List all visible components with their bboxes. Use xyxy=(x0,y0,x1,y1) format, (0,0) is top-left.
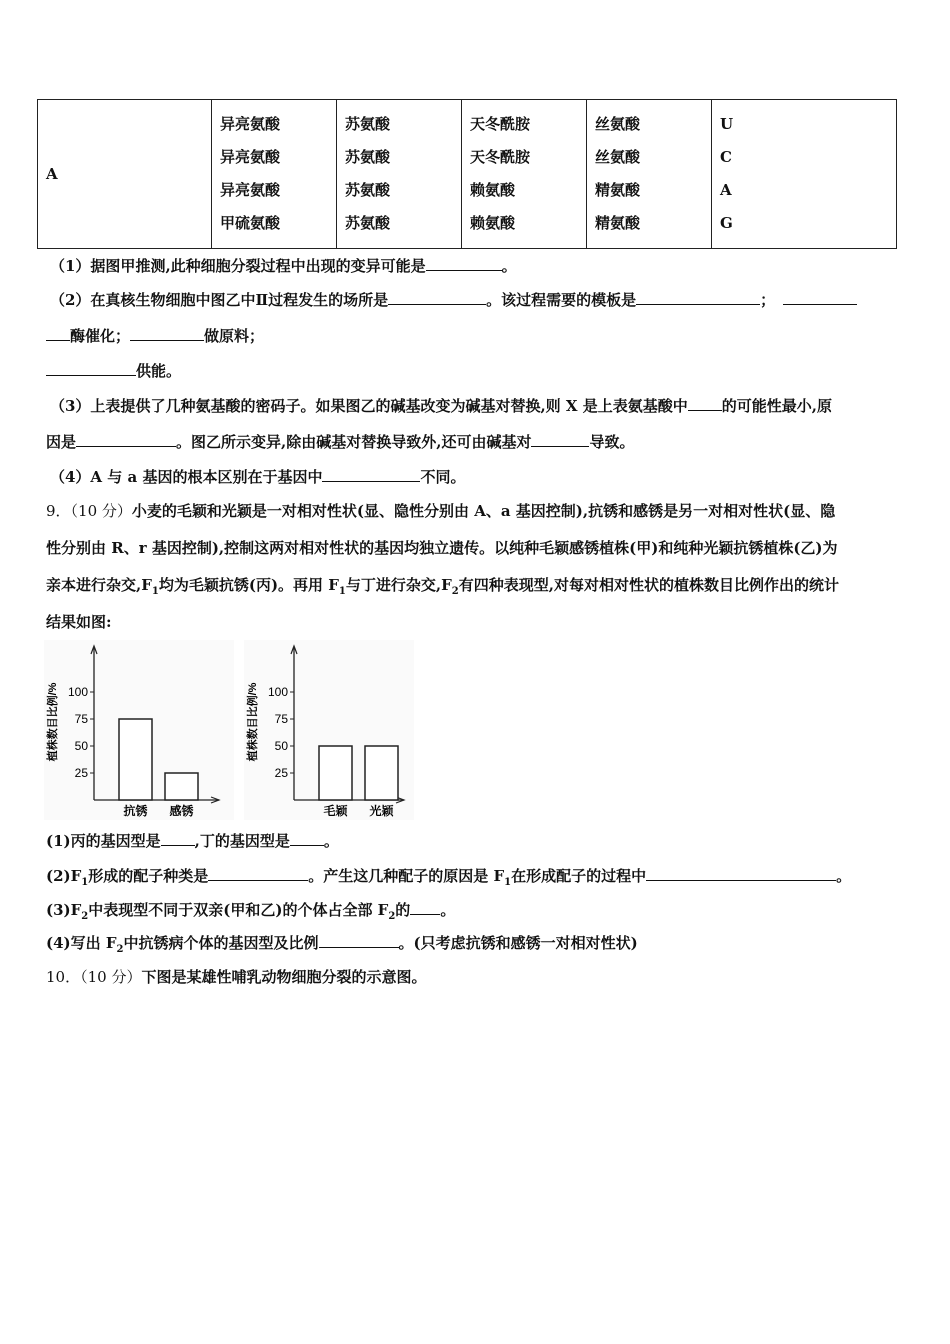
q8-part3-text-d: 。图乙所示变异,除由碱基对替换导致外,还可由碱基对 xyxy=(176,433,532,451)
q9-intro-text: 结果如图: xyxy=(46,613,112,631)
answer-blank xyxy=(76,432,176,447)
q9-part1 xyxy=(46,830,339,851)
q8-part3-text: （3）上表提供了几种氨基酸的密码子。如果图乙的碱基改变为碱基对替换,则 X 是上表氨基酸中 xyxy=(50,397,688,415)
table-cell: 异亮氨酸 xyxy=(220,148,281,166)
answer-blank xyxy=(130,326,204,341)
q9-part1-end: 。 xyxy=(323,832,339,850)
answer-blank xyxy=(646,866,836,881)
q9-intro-line1 xyxy=(46,500,835,521)
category-label: 毛颖 xyxy=(323,804,348,818)
answer-blank xyxy=(208,866,308,881)
y-tick-label: 50 xyxy=(274,739,288,753)
category-label: 感锈 xyxy=(169,804,194,818)
bar-0 xyxy=(119,719,152,800)
q9-part2 xyxy=(46,865,851,888)
answer-blank xyxy=(783,290,857,305)
q10-text: 下图是某雄性哺乳动物细胞分裂的示意图。 xyxy=(141,968,427,986)
q9-intro-text: 性分别由 R、r 基因控制),控制这两对相对性状的基因均独立遗传。以纯种毛颖感锈植株(甲)和纯种光颖抗锈植株(乙)为 xyxy=(46,539,838,557)
q9-part2-text-d: 在形成配子的过程中 xyxy=(511,867,647,885)
q9-part2-text-b: 形成的配子种类是 xyxy=(88,867,209,885)
category-label: 抗锈 xyxy=(123,804,148,818)
subscript: 1 xyxy=(81,877,89,888)
answer-blank xyxy=(426,256,502,271)
question-number: 10．（10 分） xyxy=(46,968,142,986)
table-cell: 甲硫氨酸 xyxy=(220,214,281,232)
category-label: 光颖 xyxy=(369,804,394,818)
table-cell: 苏氨酸 xyxy=(345,148,391,166)
q8-part3-text-b: 的可能性最小,原 xyxy=(721,397,832,415)
y-tick-label: 25 xyxy=(274,766,288,780)
table-cell: U xyxy=(720,115,734,133)
glume-hair-chart xyxy=(244,640,414,820)
subscript: 1 xyxy=(338,586,346,597)
q9-part1-text-b: ,丁的基因型是 xyxy=(194,832,290,850)
table-cell: 异亮氨酸 xyxy=(220,181,281,199)
q8-part1 xyxy=(50,255,517,276)
table-cell: G xyxy=(720,214,733,232)
base-column xyxy=(712,100,897,249)
answer-blank xyxy=(388,290,486,305)
subscript: 2 xyxy=(81,911,89,922)
y-tick-label: 75 xyxy=(74,712,88,726)
answer-blank xyxy=(46,361,136,376)
q9-part4 xyxy=(46,932,638,955)
table-row xyxy=(38,100,897,249)
q9-part4-text-b: 中抗锈病个体的基因型及比例 xyxy=(123,934,319,952)
bar-1 xyxy=(165,773,198,800)
q9-intro-text: 小麦的毛颖和光颖是一对相对性状(显、隐性分别由 A、a 基因控制),抗锈和感锈是另一对相对性状(显、隐 xyxy=(131,502,836,520)
answer-blank xyxy=(290,831,324,846)
q8-part1-text: （1）据图甲推测,此种细胞分裂过程中出现的变异可能是 xyxy=(50,257,426,275)
answer-blank xyxy=(531,432,589,447)
q8-part3 xyxy=(50,395,832,416)
q9-intro-line2 xyxy=(46,537,838,558)
subscript: 2 xyxy=(388,911,396,922)
amino-acid-column xyxy=(337,100,462,249)
q8-part2-text-f: 供能。 xyxy=(136,362,182,380)
q9-part3-text-b: 中表现型不同于双亲(甲和乙)的个体占全部 F xyxy=(88,901,389,919)
q9-part3-text-c: 的 xyxy=(395,901,411,919)
answer-blank xyxy=(636,290,760,305)
y-tick-label: 25 xyxy=(74,766,88,780)
table-cell: 精氨酸 xyxy=(595,181,641,199)
q10-intro xyxy=(46,966,426,987)
subscript: 1 xyxy=(504,877,512,888)
table-cell: 丝氨酸 xyxy=(595,115,641,133)
q8-part3-cont xyxy=(46,431,634,452)
table-cell: 苏氨酸 xyxy=(345,181,391,199)
q9-intro-line4 xyxy=(46,611,112,632)
amino-acid-column xyxy=(212,100,337,249)
q8-part2 xyxy=(50,289,857,310)
y-tick-label: 100 xyxy=(67,685,88,699)
q8-part2-cont2 xyxy=(46,360,181,381)
q9-intro-line3 xyxy=(46,574,839,597)
q9-part4-text: (4)写出 F xyxy=(46,934,117,952)
y-axis-label: 植株数目比例/% xyxy=(247,682,259,762)
bar-1 xyxy=(365,746,398,800)
table-cell: 苏氨酸 xyxy=(345,214,391,232)
bar-0 xyxy=(319,746,352,800)
table-cell: 天冬酰胺 xyxy=(470,115,531,133)
subscript: 1 xyxy=(151,586,159,597)
subscript: 2 xyxy=(116,944,124,955)
answer-blank xyxy=(688,396,722,411)
amino-acid-column xyxy=(462,100,587,249)
table-cell: A xyxy=(720,181,732,199)
q9-part4-text-c: 。(只考虑抗锈和感锈一对相对性状) xyxy=(398,934,638,952)
row-label-text: A xyxy=(46,165,58,183)
table-cell: 丝氨酸 xyxy=(595,148,641,166)
q9-part3-end: 。 xyxy=(440,901,456,919)
q9-intro-text: 与丁进行杂交,F xyxy=(345,576,452,594)
q9-part2-end: 。 xyxy=(836,867,852,885)
table-cell: C xyxy=(720,148,732,166)
q8-part2-cont xyxy=(46,325,264,346)
answer-blank xyxy=(46,326,70,341)
q8-part4-text: （4）A 与 a 基因的根本区别在于基因中 xyxy=(50,468,323,486)
question-number: 9．（10 分） xyxy=(46,502,132,520)
q9-part3-text: (3)F xyxy=(46,901,82,919)
q8-part4-text-b: 不同。 xyxy=(420,468,466,486)
rust-resistance-chart xyxy=(44,640,234,820)
q8-part2-text: （2）在真核生物细胞中图乙中Ⅱ过程发生的场所是 xyxy=(50,291,389,309)
q8-part1-end: 。 xyxy=(501,257,517,275)
q8-part2-text-d: 酶催化； xyxy=(70,327,131,345)
q8-part2-text-e: 做原料； xyxy=(204,327,265,345)
q9-part2-text-c: 。产生这几种配子的原因是 F xyxy=(308,867,505,885)
table-cell: 精氨酸 xyxy=(595,214,641,232)
q9-part3 xyxy=(46,899,455,922)
subscript: 2 xyxy=(451,586,459,597)
answer-blank xyxy=(319,933,399,948)
y-axis-label: 植株数目比例/% xyxy=(47,682,59,762)
answer-blank xyxy=(410,900,440,915)
table-cell: 天冬酰胺 xyxy=(470,148,531,166)
table-cell: 赖氨酸 xyxy=(470,214,516,232)
q9-intro-text: 亲本进行杂交,F xyxy=(46,576,152,594)
q8-part4 xyxy=(50,466,465,487)
answer-blank xyxy=(322,467,420,482)
y-tick-label: 50 xyxy=(74,739,88,753)
q8-part3-text-e: 导致。 xyxy=(589,433,635,451)
q9-intro-text: 均为毛颖抗锈(丙)。再用 F xyxy=(158,576,339,594)
y-tick-label: 100 xyxy=(267,685,288,699)
answer-blank xyxy=(161,831,195,846)
row-label xyxy=(38,100,212,249)
codon-table xyxy=(37,99,897,249)
table-cell: 苏氨酸 xyxy=(345,115,391,133)
q8-part2-text-b: 。该过程需要的模板是 xyxy=(486,291,637,309)
y-tick-label: 75 xyxy=(274,712,288,726)
table-cell: 异亮氨酸 xyxy=(220,115,281,133)
q9-part2-text: (2)F xyxy=(46,867,82,885)
q9-intro-text: 有四种表现型,对每对相对性状的植株数目比例作出的统计 xyxy=(458,576,839,594)
table-cell: 赖氨酸 xyxy=(470,181,516,199)
amino-acid-column xyxy=(587,100,712,249)
q8-part3-text-c: 因是 xyxy=(46,433,77,451)
q9-part1-text: (1)丙的基因型是 xyxy=(46,832,161,850)
q8-part2-sep: ； xyxy=(760,291,776,309)
